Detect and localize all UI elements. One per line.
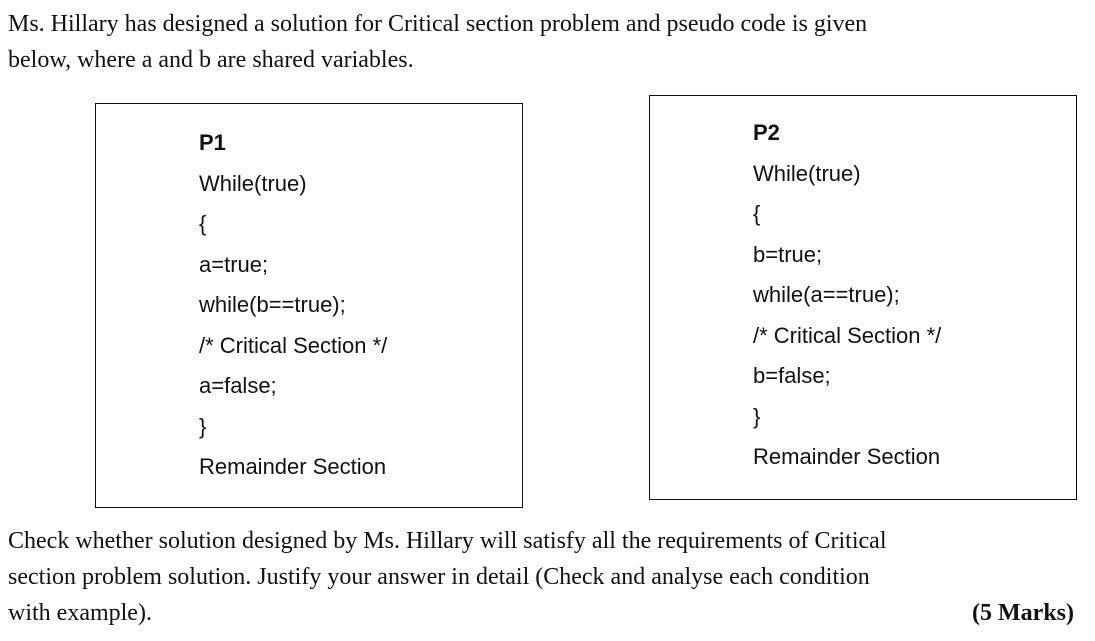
process-p2-title: P2 <box>753 120 780 145</box>
code-line: b=false; <box>753 363 831 388</box>
code-line: Remainder Section <box>753 444 941 469</box>
code-line: { <box>753 201 761 226</box>
code-line: While(true) <box>753 160 861 186</box>
code-line: } <box>753 403 761 429</box>
intro-line: below, where a and b are shared variables. <box>8 47 414 73</box>
code-line: } <box>199 413 207 439</box>
outro-line: with example). <box>8 600 152 626</box>
code-line: a=true; <box>199 251 269 277</box>
code-line: a=false; <box>199 373 277 398</box>
question-outro <box>8 523 1078 631</box>
process-p2-code <box>753 113 941 478</box>
outro-line: section problem solution. Justify your answer in detail (Check and analyse each condition <box>8 564 870 590</box>
marks-label: (5 Marks) <box>972 600 1074 626</box>
code-line: Remainder Section <box>199 454 387 479</box>
code-line: { <box>199 211 207 236</box>
code-line: /* Critical Section */ <box>753 322 942 348</box>
process-p1-box <box>95 103 523 508</box>
outro-line: Check whether solution designed by Ms. Hillary will satisfy all the requirements of Critical <box>8 528 887 554</box>
question-intro <box>8 6 1078 78</box>
intro-line: Ms. Hillary has designed a solution for Critical section problem and pseudo code is given <box>8 11 868 37</box>
process-p1-title: P1 <box>199 130 226 155</box>
process-p1-code <box>199 123 387 488</box>
code-line: While(true) <box>199 170 307 196</box>
process-p2-box <box>649 95 1077 500</box>
outro-last-line <box>8 595 1078 631</box>
code-line: while(a==true); <box>753 282 900 307</box>
code-line: b=true; <box>753 241 823 267</box>
code-line: while(b==true); <box>199 292 346 317</box>
code-line: /* Critical Section */ <box>199 332 388 358</box>
